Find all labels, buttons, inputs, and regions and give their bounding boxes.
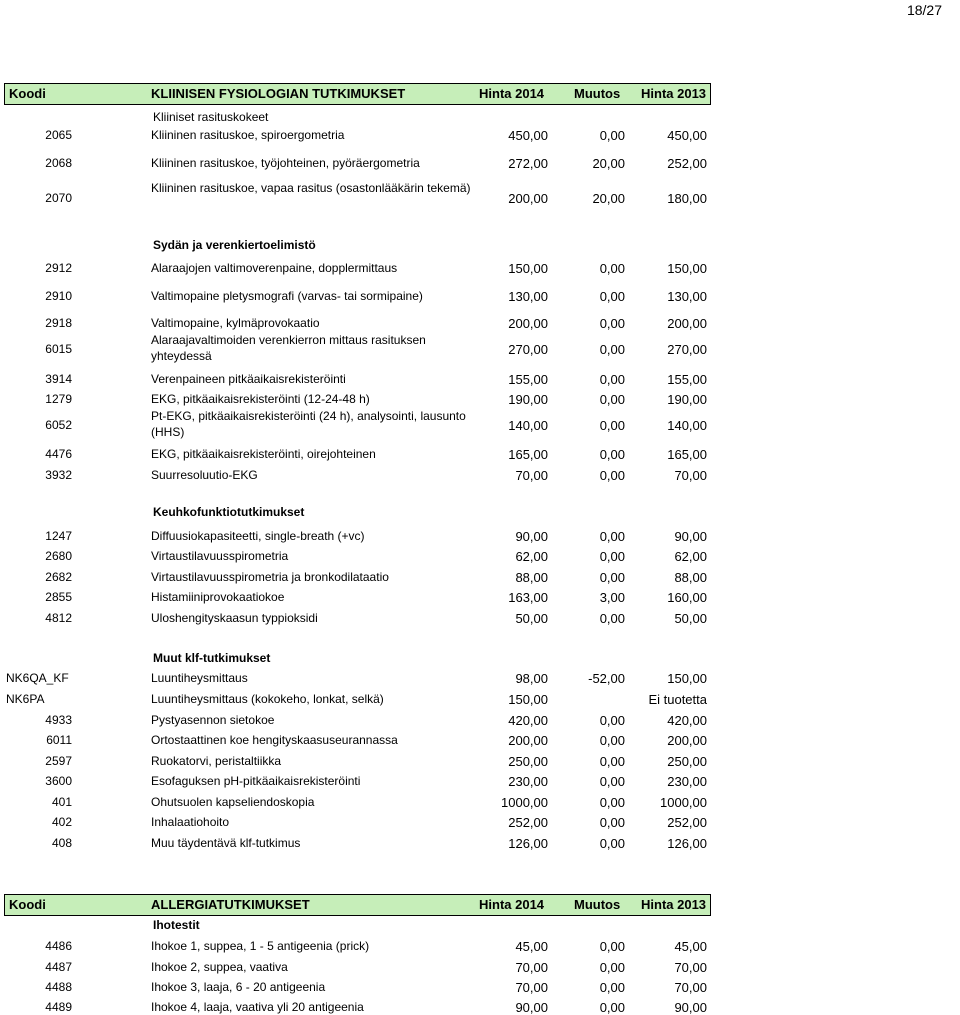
row-code: 4486 [45, 939, 72, 953]
price-2014: 150,00 [508, 261, 548, 276]
header-p2013: Hinta 2013 [641, 86, 707, 101]
table-row [0, 126, 960, 144]
row-description: Virtaustilavuusspirometria ja bronkodilataatio [151, 570, 389, 584]
row-description: Ihokoe 4, laaja, vaativa yli 20 antigeenia [151, 1000, 364, 1014]
price-change: 20,00 [592, 191, 625, 206]
table-row [0, 609, 960, 627]
price-2014: 163,00 [508, 590, 548, 605]
row-description: EKG, pitkäaikaisrekisteröinti, oirejohteinen [151, 447, 376, 461]
row-code: NK6QA_KF [6, 671, 69, 685]
price-change: -52,00 [588, 671, 625, 686]
row-description: Valtimopaine pletysmografi (varvas- tai sormipaine) [151, 289, 423, 303]
row-description: Virtaustilavuusspirometria [151, 549, 289, 563]
price-2014: 150,00 [508, 692, 548, 707]
row-description: Kliininen rasituskoe, vapaa rasitus (osastonlääkärin tekemä) [151, 181, 471, 195]
price-2014: 165,00 [508, 447, 548, 462]
table-row [0, 370, 960, 388]
price-2014: 252,00 [508, 815, 548, 830]
price-2013: 450,00 [667, 128, 707, 143]
price-2014: 45,00 [515, 939, 548, 954]
row-description: EKG, pitkäaikaisrekisteröinti (12-24-48 h) [151, 392, 370, 406]
price-2014: 70,00 [515, 468, 548, 483]
row-code: 401 [51, 795, 72, 809]
section-title: Muut klf-tutkimukset [153, 651, 271, 665]
row-description: Esofaguksen pH-pitkäaikaisrekisteröinti [151, 774, 361, 788]
price-2013: 252,00 [667, 815, 707, 830]
row-code: 2910 [45, 289, 72, 303]
table-row [0, 978, 960, 996]
header-p2014: Hinta 2014 [479, 897, 545, 912]
row-description: Luuntiheysmittaus [151, 671, 248, 685]
section-title: Kliiniset rasituskokeet [153, 110, 269, 124]
price-change: 0,00 [599, 128, 625, 143]
price-change: 0,00 [599, 468, 625, 483]
price-2014: 230,00 [508, 774, 548, 789]
price-change: 3,00 [599, 590, 625, 605]
table-header [4, 83, 711, 105]
table-row [0, 690, 960, 708]
price-change: 0,00 [599, 261, 625, 276]
price-2014: 126,00 [508, 836, 548, 851]
price-2013: 88,00 [674, 570, 707, 585]
table-row [0, 332, 960, 366]
price-change: 0,00 [599, 713, 625, 728]
table-row [0, 390, 960, 408]
price-2013: 45,00 [674, 939, 707, 954]
price-2014: 90,00 [515, 1000, 548, 1015]
row-code: 2068 [45, 156, 72, 170]
header-change: Muutos [574, 897, 621, 912]
row-code: 3600 [45, 774, 72, 788]
table-row [0, 772, 960, 790]
price-2013: 126,00 [667, 836, 707, 851]
row-code: 6011 [46, 733, 72, 747]
price-2013: 90,00 [674, 1000, 707, 1015]
row-code: 4489 [45, 1000, 72, 1014]
price-2014: 90,00 [515, 529, 548, 544]
price-change: 0,00 [599, 289, 625, 304]
table-row [0, 711, 960, 729]
price-2014: 88,00 [515, 570, 548, 585]
row-code: 1247 [45, 529, 72, 543]
row-code: 3914 [45, 372, 72, 386]
price-2013: 70,00 [674, 468, 707, 483]
table-row [0, 999, 960, 1015]
row-code: NK6PA [6, 692, 45, 706]
row-description: Ihokoe 3, laaja, 6 - 20 antigeenia [151, 980, 326, 994]
row-description: Pt-EKG, pitkäaikaisrekisteröinti (24 h), analysointi, lausunto (HHS) [151, 409, 466, 439]
row-description: Inhalaatiohoito [151, 815, 230, 829]
row-description: Muu täydentävä klf-tutkimus [151, 836, 301, 850]
row-description: Ohutsuolen kapseliendoskopia [151, 795, 315, 809]
header-p2013: Hinta 2013 [641, 897, 707, 912]
section-title: Ihotestit [153, 918, 200, 932]
price-2014: 1000,00 [501, 795, 548, 810]
price-2013: 140,00 [667, 418, 707, 433]
row-code: 6015 [45, 342, 72, 356]
row-description: Verenpaineen pitkäaikaisrekisteröinti [151, 372, 346, 386]
price-2014: 450,00 [508, 128, 548, 143]
row-code: 2065 [45, 128, 72, 142]
price-2013: 250,00 [667, 754, 707, 769]
price-change: 0,00 [599, 939, 625, 954]
price-2013: 200,00 [667, 733, 707, 748]
row-description: Uloshengityskaasun typpioksidi [151, 611, 318, 625]
row-code: 2680 [45, 549, 72, 563]
price-2013: 90,00 [674, 529, 707, 544]
row-description: Histamiiniprovokaatiokoe [151, 590, 285, 604]
price-2014: 98,00 [515, 671, 548, 686]
price-2013: 130,00 [667, 289, 707, 304]
price-2014: 140,00 [508, 418, 548, 433]
row-code: 2597 [45, 754, 72, 768]
row-code: 4812 [45, 611, 72, 625]
table-row [0, 937, 960, 955]
row-code: 1279 [45, 392, 72, 406]
row-description: Alaraajojen valtimoverenpaine, dopplermittaus [151, 261, 398, 275]
table-row [0, 527, 960, 545]
price-change: 0,00 [599, 754, 625, 769]
table-row [0, 958, 960, 976]
row-code: 2912 [45, 261, 72, 275]
price-2013: 230,00 [667, 774, 707, 789]
table-header [4, 894, 711, 916]
price-2014: 250,00 [508, 754, 548, 769]
header-code: Koodi [9, 86, 46, 101]
price-2013: 70,00 [674, 960, 707, 975]
price-2014: 70,00 [515, 960, 548, 975]
row-code: 2682 [45, 570, 72, 584]
price-change: 0,00 [599, 316, 625, 331]
price-2013: 190,00 [667, 392, 707, 407]
price-change: 0,00 [599, 774, 625, 789]
table-row [0, 568, 960, 586]
price-2013: 180,00 [667, 191, 707, 206]
header-title: ALLERGIATUTKIMUKSET [151, 897, 310, 912]
table-row [0, 547, 960, 565]
table-row [0, 466, 960, 484]
row-code: 4487 [45, 960, 72, 974]
table-row [0, 731, 960, 749]
row-description: Ortostaattinen koe hengityskaasuseurannassa [151, 733, 398, 747]
price-2013: 270,00 [667, 342, 707, 357]
price-change: 0,00 [599, 815, 625, 830]
table-row [0, 445, 960, 463]
price-change: 0,00 [599, 795, 625, 810]
row-code: 3932 [45, 468, 72, 482]
price-2013: 50,00 [674, 611, 707, 626]
row-code: 408 [51, 836, 72, 850]
header-title: KLIINISEN FYSIOLOGIAN TUTKIMUKSET [151, 86, 406, 101]
price-2014: 200,00 [508, 733, 548, 748]
price-2013: 160,00 [667, 590, 707, 605]
price-change: 0,00 [599, 418, 625, 433]
price-change: 0,00 [599, 836, 625, 851]
price-change: 0,00 [599, 342, 625, 357]
price-change: 20,00 [592, 156, 625, 171]
price-2014: 155,00 [508, 372, 548, 387]
row-code: 4933 [45, 713, 72, 727]
header-p2014: Hinta 2014 [479, 86, 545, 101]
price-2013: 420,00 [667, 713, 707, 728]
section-title: Sydän ja verenkiertoelimistö [153, 238, 316, 252]
table-row [0, 669, 960, 687]
price-change: 0,00 [599, 1000, 625, 1015]
row-code: 4488 [45, 980, 72, 994]
price-change: 0,00 [599, 570, 625, 585]
price-change: 0,00 [599, 980, 625, 995]
price-2014: 420,00 [508, 713, 548, 728]
table-row [0, 834, 960, 852]
price-change: 0,00 [599, 447, 625, 462]
price-2013: 1000,00 [660, 795, 707, 810]
table-row [0, 793, 960, 811]
row-description: Valtimopaine, kylmäprovokaatio [151, 316, 320, 330]
row-description: Ruokatorvi, peristaltiikka [151, 754, 282, 768]
header-code: Koodi [9, 897, 46, 912]
row-description: Diffuusiokapasiteetti, single-breath (+vc) [151, 529, 365, 543]
price-change: 0,00 [599, 372, 625, 387]
price-2014: 62,00 [515, 549, 548, 564]
table-row [0, 408, 960, 442]
price-2014: 200,00 [508, 316, 548, 331]
price-2013: 70,00 [674, 980, 707, 995]
table-row [0, 180, 960, 216]
row-description: Ihokoe 2, suppea, vaativa [151, 960, 288, 974]
price-2013: 165,00 [667, 447, 707, 462]
table-row [0, 588, 960, 606]
price-change: 0,00 [599, 733, 625, 748]
price-2014: 270,00 [508, 342, 548, 357]
price-2013: 155,00 [667, 372, 707, 387]
table-row [0, 752, 960, 770]
price-2014: 200,00 [508, 191, 548, 206]
table-row [0, 259, 960, 277]
table-row [0, 287, 960, 305]
row-description: Alaraajavaltimoiden verenkierron mittaus rasituksen yhteydessä [151, 333, 426, 363]
row-description: Kliininen rasituskoe, spiroergometria [151, 128, 345, 142]
price-2014: 272,00 [508, 156, 548, 171]
row-code: 402 [51, 815, 72, 829]
price-2013: 62,00 [674, 549, 707, 564]
price-2013: 150,00 [667, 261, 707, 276]
price-2013: 200,00 [667, 316, 707, 331]
row-code: 6052 [45, 418, 72, 432]
row-description: Luuntiheysmittaus (kokokeho, lonkat, selkä) [151, 692, 384, 706]
row-description: Ihokoe 1, suppea, 1 - 5 antigeenia (prick) [151, 939, 370, 953]
row-description: Pystyasennon sietokoe [151, 713, 275, 727]
price-2013: 252,00 [667, 156, 707, 171]
table-row [0, 154, 960, 172]
price-2014: 130,00 [508, 289, 548, 304]
price-change: 0,00 [599, 529, 625, 544]
header-change: Muutos [574, 86, 621, 101]
price-change: 0,00 [599, 611, 625, 626]
price-2013: 150,00 [667, 671, 707, 686]
page-number: 18/27 [906, 2, 942, 18]
section-title: Keuhkofunktiotutkimukset [153, 505, 305, 519]
table-row [0, 813, 960, 831]
price-2014: 70,00 [515, 980, 548, 995]
price-2014: 190,00 [508, 392, 548, 407]
price-2013: Ei tuotetta [648, 692, 707, 707]
price-2014: 50,00 [515, 611, 548, 626]
price-change: 0,00 [599, 960, 625, 975]
row-code: 2070 [45, 191, 72, 205]
price-change: 0,00 [599, 392, 625, 407]
row-code: 4476 [45, 447, 72, 461]
row-description: Kliininen rasituskoe, työjohteinen, pyöräergometria [151, 156, 420, 170]
row-code: 2855 [45, 590, 72, 604]
table-row [0, 314, 960, 332]
row-code: 2918 [45, 316, 72, 330]
row-description: Suurresoluutio-EKG [151, 468, 258, 482]
price-change: 0,00 [599, 549, 625, 564]
